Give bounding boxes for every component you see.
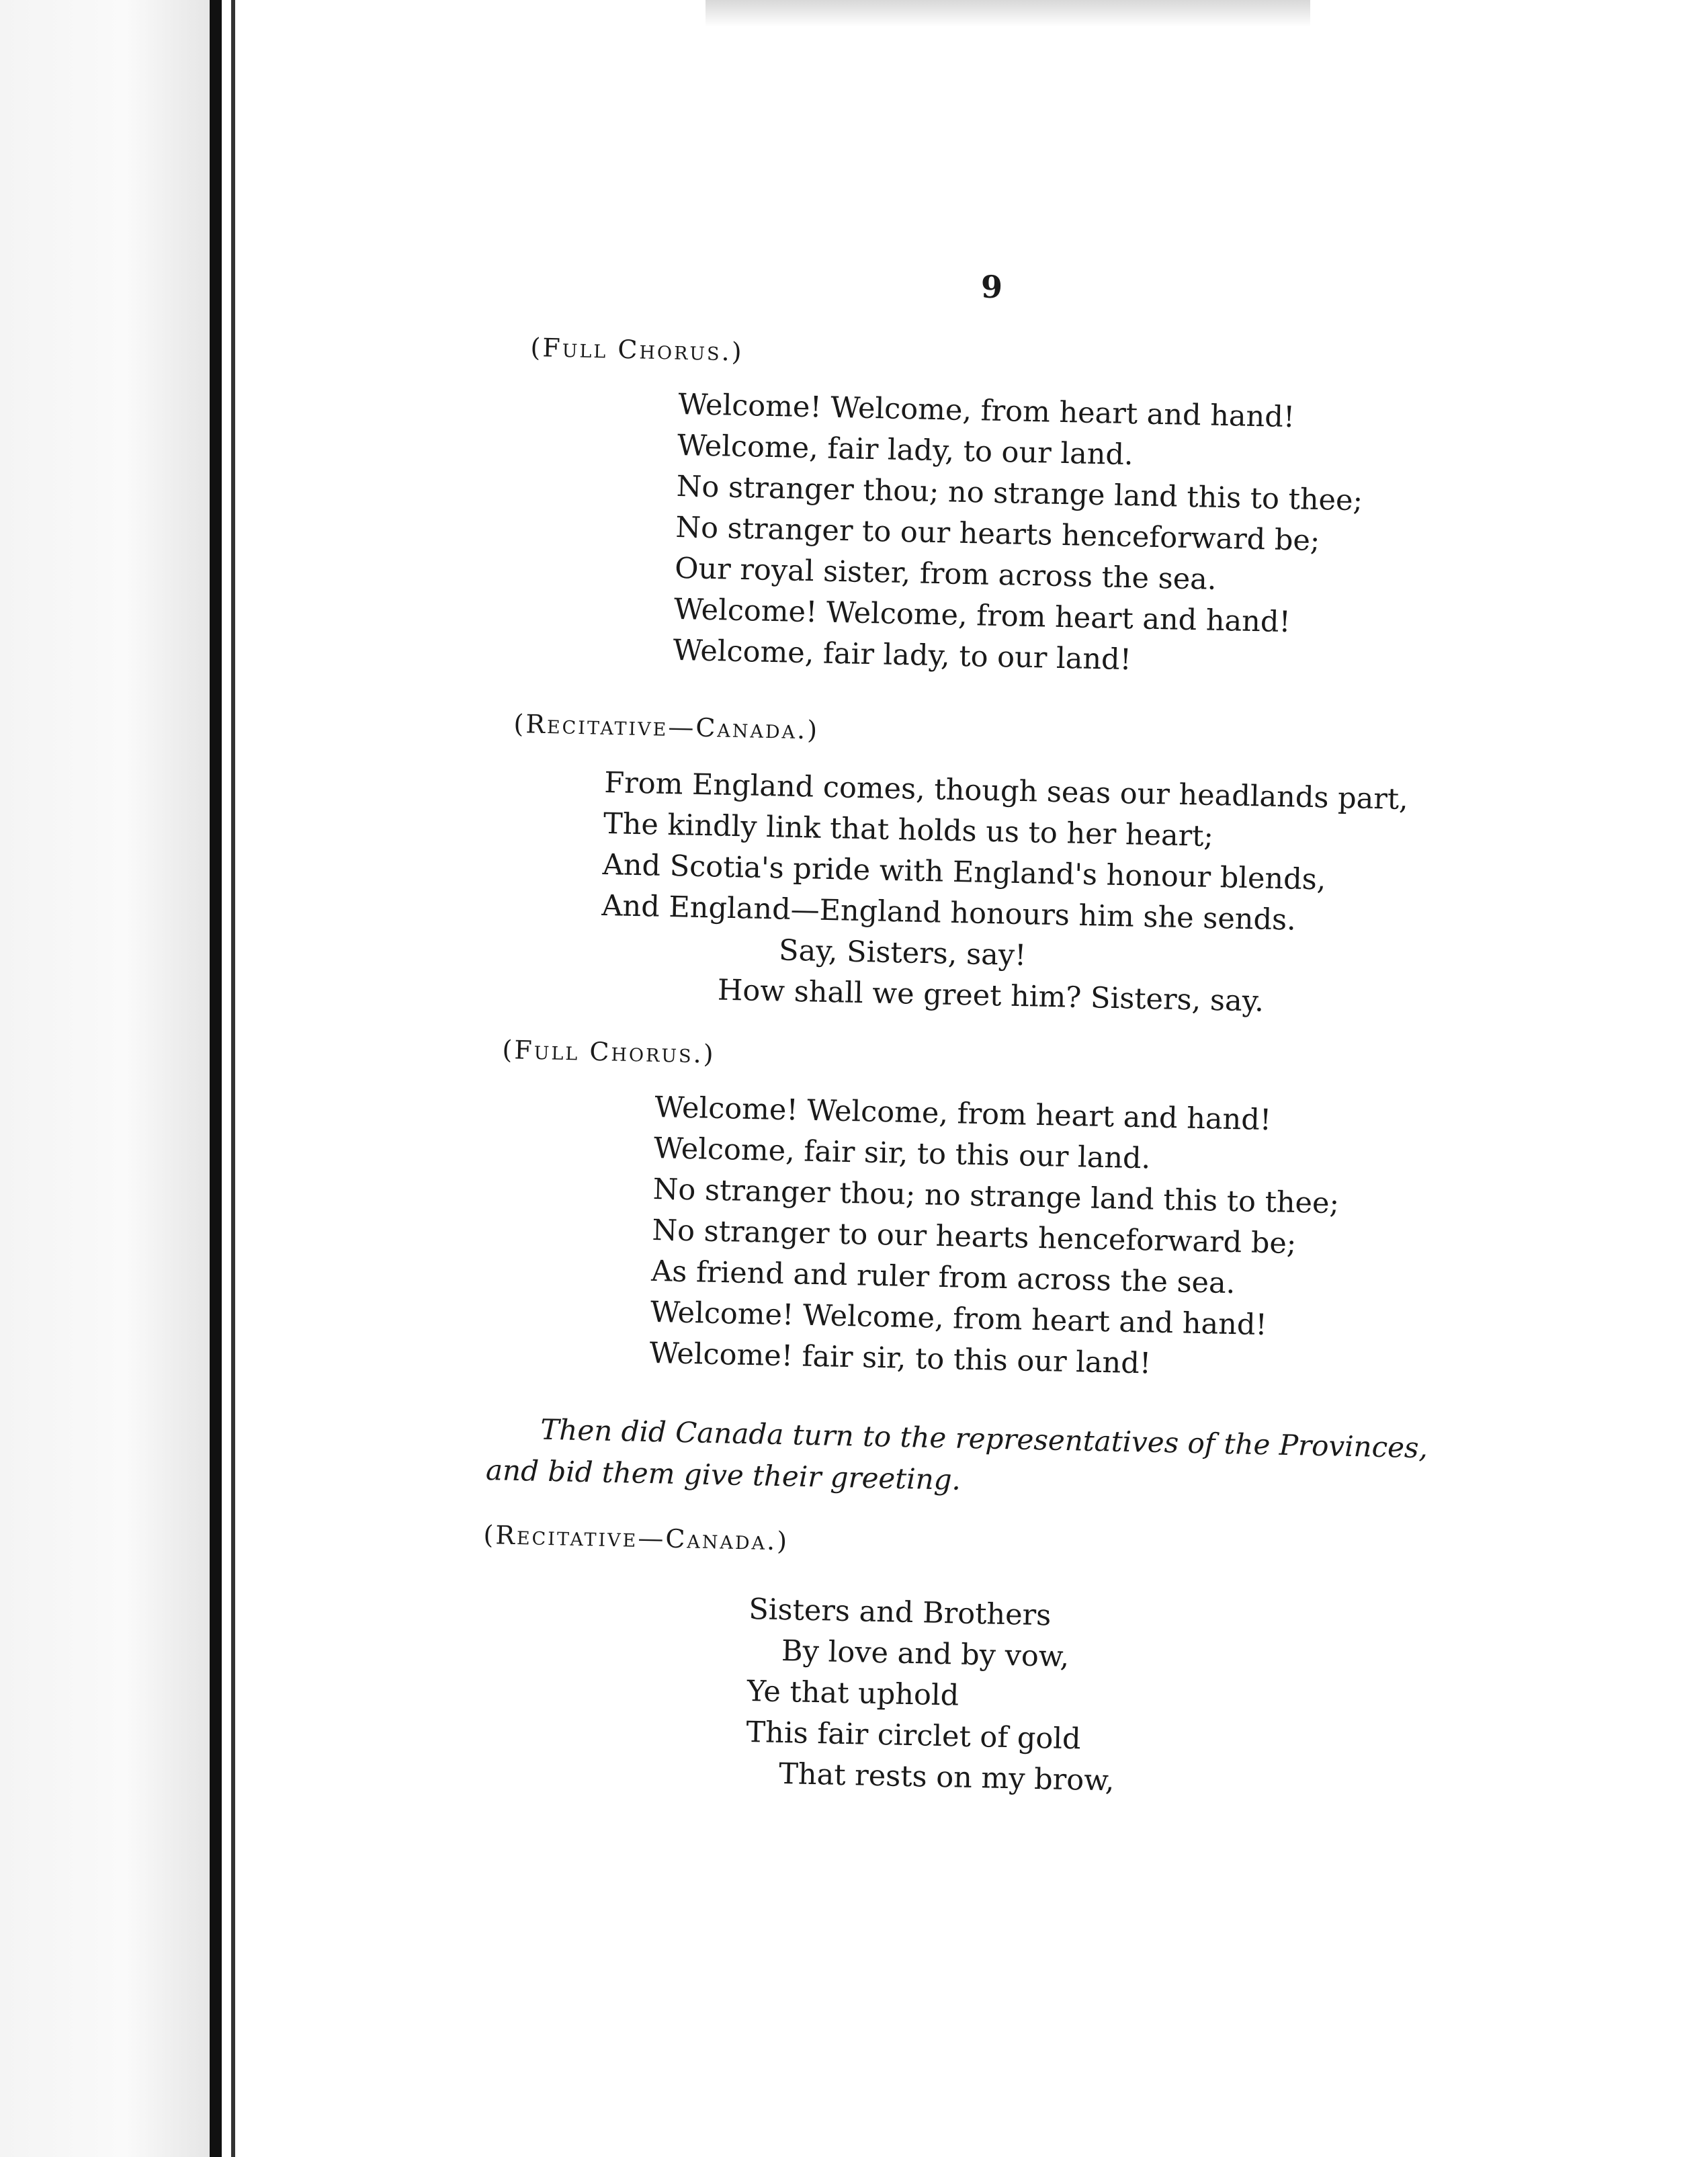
verse-line: As friend and ruler from across the sea.: [650, 1254, 1236, 1301]
section-heading-recitative-2: (Recitative—Canada.): [483, 1520, 789, 1556]
verse-line: By love and by vow,: [781, 1634, 1070, 1674]
verse-line: And Scotia's pride with England's honour blends,: [602, 847, 1326, 897]
binding-edge: [210, 0, 222, 2157]
verse-line: Welcome! fair sir, to this our land!: [649, 1336, 1152, 1381]
section-heading-full-chorus-2: (Full Chorus.): [502, 1035, 716, 1069]
verse-line: Welcome! Welcome, from heart and hand!: [650, 1295, 1268, 1343]
verse-line: Say, Sisters, say!: [778, 933, 1027, 973]
verse-full-chorus-2: [649, 1087, 1341, 1388]
verse-line: That rests on my brow,: [778, 1757, 1115, 1798]
verse-line: No stranger thou; no strange land this to thee;: [676, 469, 1363, 518]
verse-line: Sisters and Brothers: [748, 1592, 1052, 1633]
binding-edge-inner: [231, 0, 235, 2157]
scan-smudge: [706, 0, 1310, 27]
verse-line: And England—England honours him she sends.: [601, 888, 1297, 937]
verse-line: How shall we greet him? Sisters, say.: [717, 973, 1265, 1019]
verse-line: Welcome! Welcome, from heart and hand!: [654, 1090, 1272, 1138]
verse-line: The kindly link that holds us to her heart;: [603, 806, 1214, 853]
verse-line: Welcome, fair sir, to this our land.: [653, 1131, 1151, 1176]
verse-line: Welcome! Welcome, from heart and hand!: [677, 387, 1295, 435]
verse-full-chorus-1: [673, 384, 1365, 685]
verse-line: Ye that uphold: [746, 1674, 959, 1713]
verse-recitative-2: [745, 1589, 1119, 1802]
verse-line: Welcome, fair lady, to our land!: [673, 633, 1132, 677]
page-gutter: [0, 0, 210, 2157]
verse-line: No stranger to our hearts henceforward be;: [675, 510, 1320, 558]
prose-line: Then did Canada turn to the representatives of the Provinces,: [540, 1412, 1428, 1465]
verse-line: Welcome! Welcome, from heart and hand!: [673, 592, 1291, 640]
page-number: 9: [981, 269, 1003, 305]
section-heading-full-chorus-1: (Full Chorus.): [530, 333, 744, 367]
section-heading-recitative-1: (Recitative—Canada.): [513, 709, 820, 745]
verse-line: No stranger to our hearts henceforward be;: [652, 1213, 1297, 1261]
stage-direction: [485, 1408, 1428, 1511]
verse-recitative-1: [599, 763, 1408, 1025]
verse-line: Our royal sister, from across the sea.: [674, 551, 1218, 597]
verse-line: No stranger thou; no strange land this to thee;: [652, 1172, 1340, 1221]
verse-line: This fair circlet of gold: [746, 1715, 1082, 1757]
prose-line: and bid them give their greeting.: [485, 1453, 962, 1496]
verse-line: Welcome, fair lady, to our land.: [677, 428, 1134, 472]
verse-line: From England comes, though seas our headlands part,: [603, 765, 1409, 817]
